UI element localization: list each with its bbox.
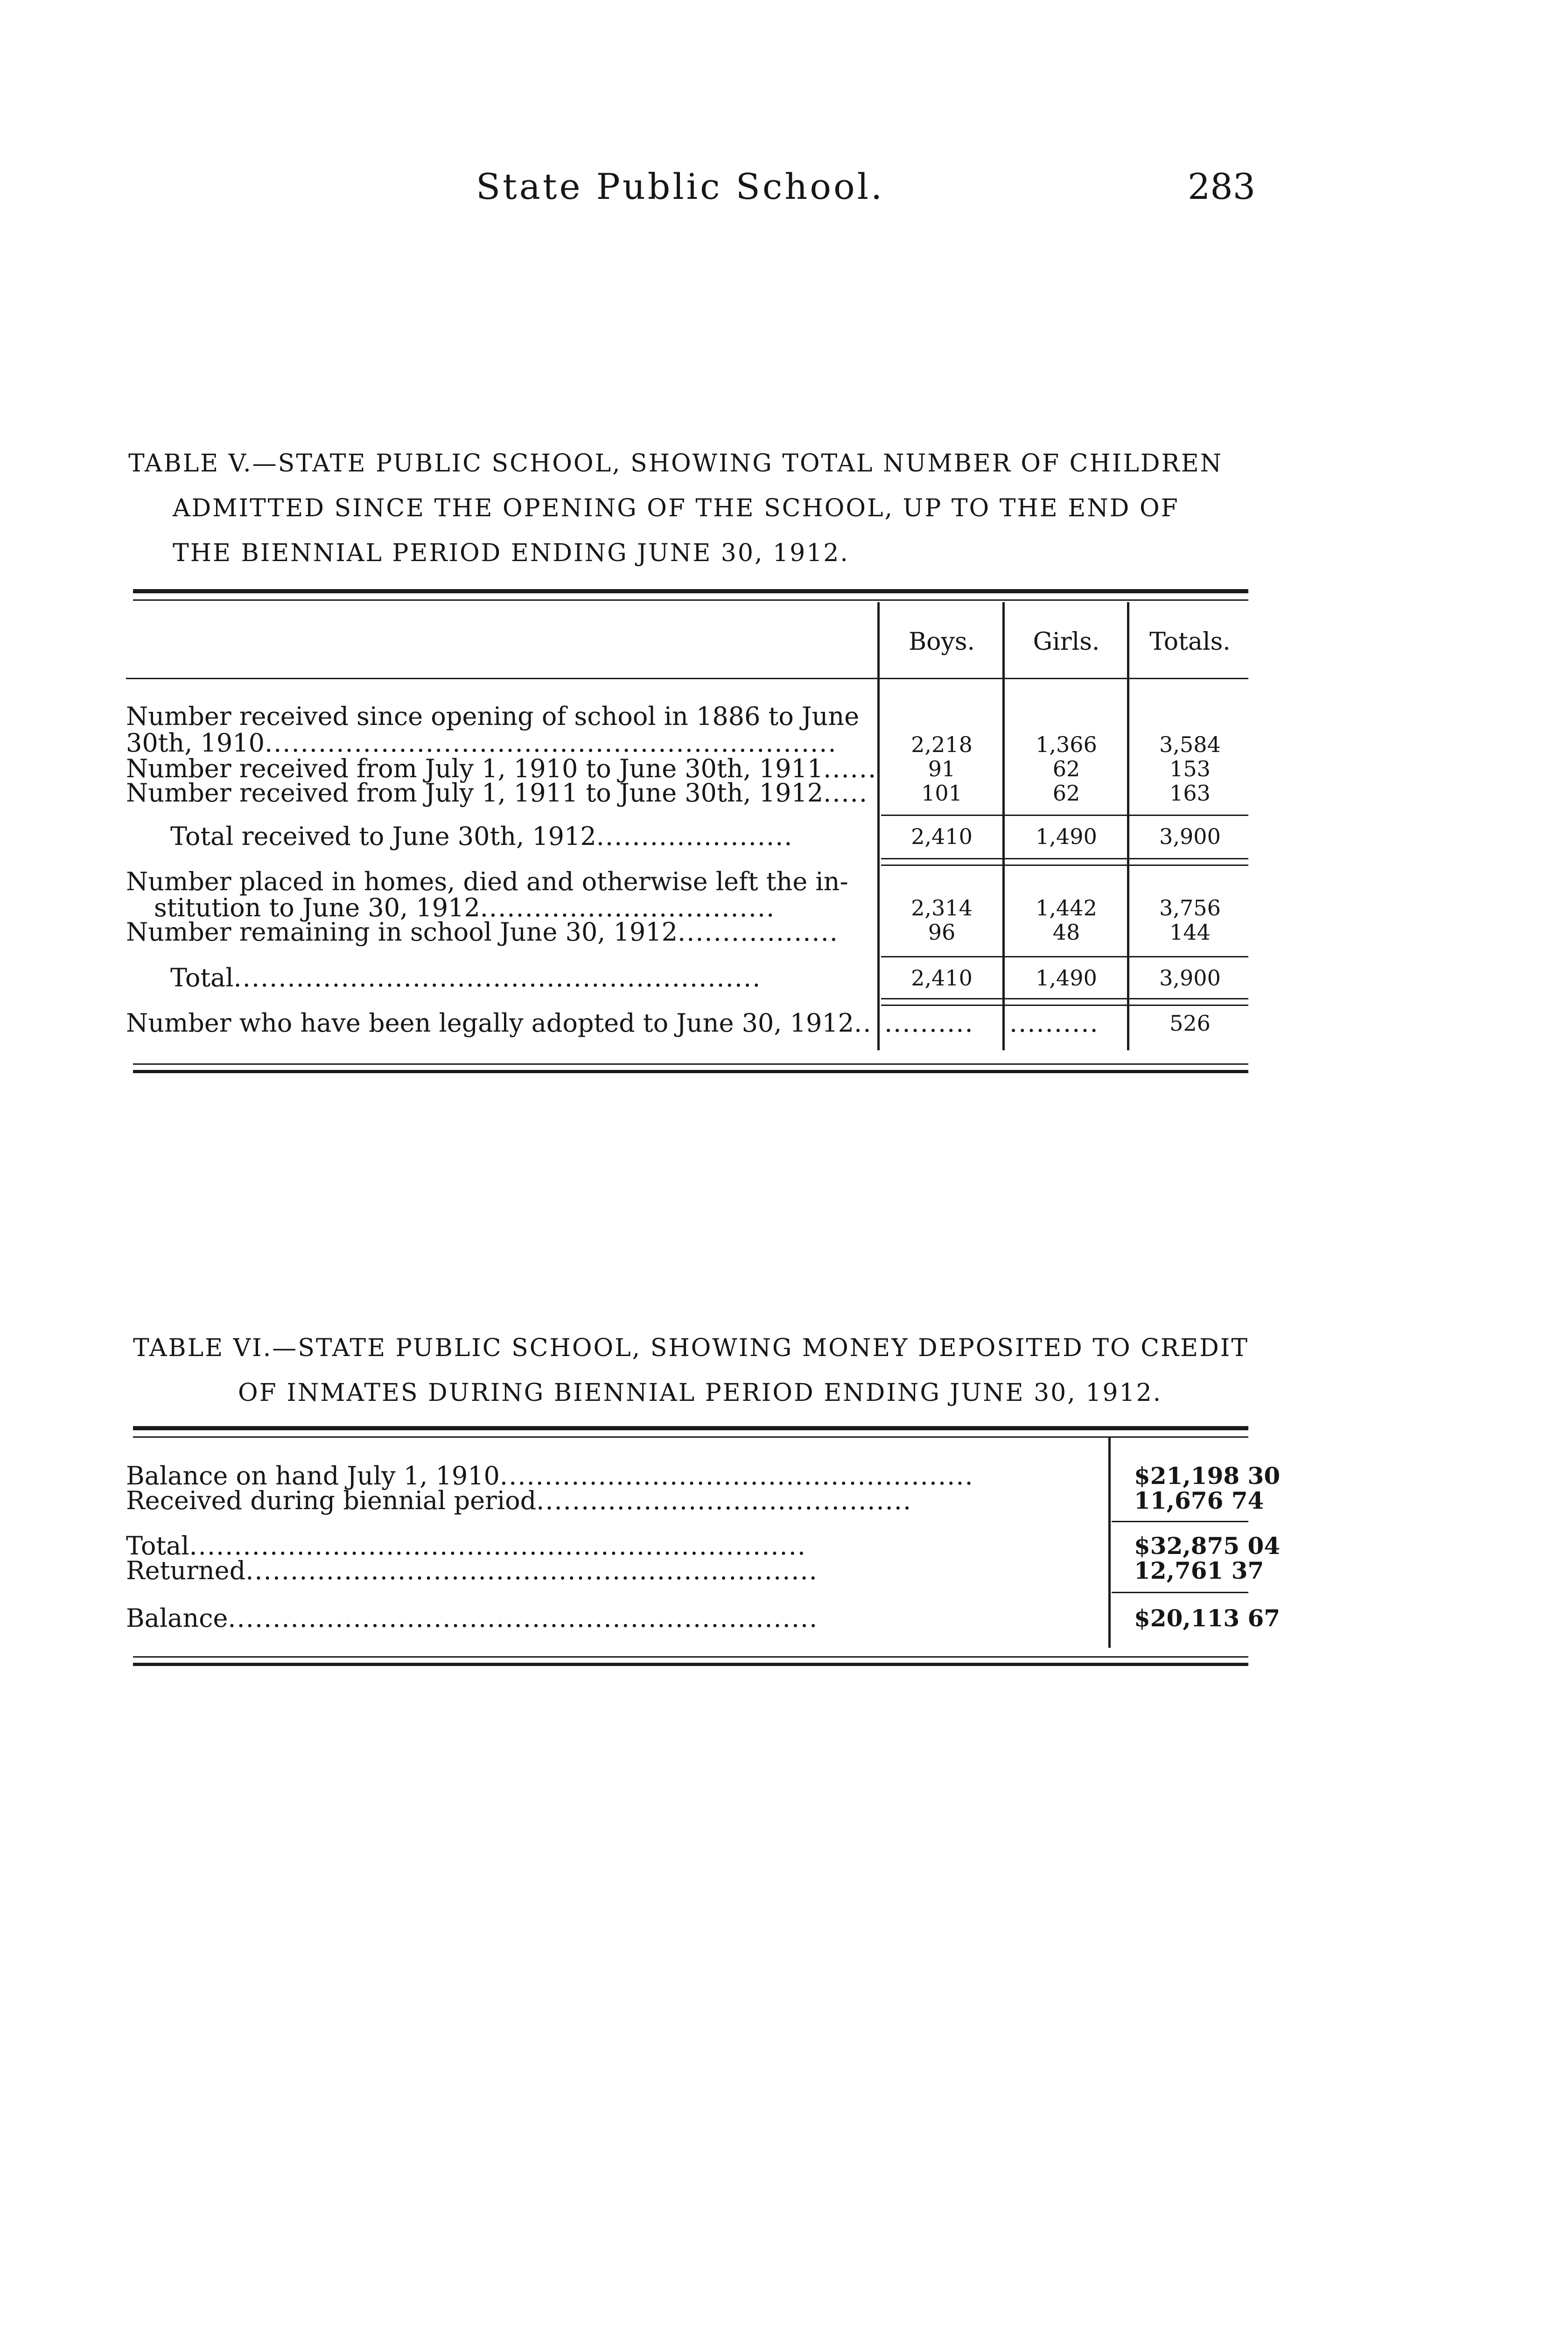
table6-cell-amount: $20,113 67 <box>1134 1604 1281 1632</box>
table5-header-rule <box>126 678 1248 679</box>
table5-cell-totals: 153 <box>1169 756 1211 781</box>
table5-cell-totals: 163 <box>1169 780 1211 806</box>
table5-cell-totals: 3,900 <box>1159 965 1221 991</box>
table5-row-label: Total........................................................... <box>170 963 762 992</box>
table5-cell-boys: 91 <box>928 756 956 781</box>
col-header-girls: Girls. <box>1033 628 1100 656</box>
table5-cell-girls: 1,490 <box>1036 965 1097 991</box>
table5-col-sep-1 <box>877 602 880 1050</box>
table5-caption-line3: THE BIENNIAL PERIOD ENDING JUNE 30, 1912. <box>173 539 849 567</box>
table5-cell-boys-empty: .......... <box>884 1008 974 1038</box>
table5-row-label-cont: stitution to June 30, 1912................................. <box>154 893 776 922</box>
running-title: State Public School. <box>476 166 885 207</box>
page-number: 283 <box>1188 166 1256 207</box>
table5-row-label: Number received from July 1, 1910 to June 30th, 1911...... <box>126 754 877 783</box>
table5-bottom-rule-thin <box>133 1063 1248 1065</box>
table5-row-label: Number remaining in school June 30, 1912.................. <box>126 917 839 947</box>
table6-caption-line1: TABLE VI.—STATE PUBLIC SCHOOL, SHOWING MONEY DEPOSITED TO CREDIT <box>133 1334 1249 1362</box>
table5-total-double-rule <box>881 1005 1248 1006</box>
table5-subtotal-rule <box>881 815 1248 816</box>
table6-row-label: Returned................................................................ <box>126 1556 818 1585</box>
table6-row-label: Total..................................................................... <box>126 1531 806 1561</box>
table5-row-label: Number received from July 1, 1911 to June 30th, 1912..... <box>126 778 868 808</box>
table5-top-rule-thin <box>133 599 1248 601</box>
table5-cell-girls-empty: .......... <box>1009 1008 1099 1038</box>
table5-cell-totals: 3,756 <box>1159 895 1221 921</box>
table6-top-rule-thin <box>133 1436 1248 1438</box>
table5-subtotal-double-rule <box>881 858 1248 859</box>
table6-caption <box>133 1326 1249 1415</box>
table5-row-label: Number who have been legally adopted to June 30, 1912.. <box>126 1008 872 1038</box>
table5-total-double-rule <box>881 998 1248 999</box>
table6-top-rule-thick <box>133 1426 1248 1430</box>
table5-cell-boys: 2,410 <box>911 965 973 991</box>
table5-row-label: Total received to June 30th, 1912...................... <box>170 822 793 851</box>
table6-bottom-rule-thin <box>133 1656 1248 1658</box>
table5-cell-girls: 1,442 <box>1036 895 1097 921</box>
table5-subtotal-double-rule <box>881 865 1248 866</box>
table5-cell-boys: 2,218 <box>911 732 973 757</box>
table5-cell-boys: 101 <box>921 780 962 806</box>
col-header-totals: Totals. <box>1149 628 1231 656</box>
table5-col-sep-2 <box>1002 602 1005 1050</box>
table6-subtotal-rule <box>1112 1521 1248 1522</box>
table5-bottom-rule-thick <box>133 1070 1248 1073</box>
table6-row-label: Received during biennial period.......................................... <box>126 1486 912 1515</box>
table5-cell-girls: 62 <box>1052 780 1080 806</box>
table5-top-rule-thick <box>133 589 1248 593</box>
table5-caption <box>128 441 1223 576</box>
table5-cell-totals: 526 <box>1169 1011 1211 1036</box>
table6-caption-line2: OF INMATES DURING BIENNIAL PERIOD ENDING JUNE 30, 1912. <box>238 1379 1162 1407</box>
table5-cell-totals: 144 <box>1169 920 1211 945</box>
table5-cell-totals: 3,900 <box>1159 824 1221 849</box>
table6-cell-amount: $32,875 04 <box>1134 1532 1281 1560</box>
col-header-boys: Boys. <box>908 628 975 656</box>
table6-row-label: Balance on hand July 1, 1910..................................................... <box>126 1461 974 1490</box>
table6-bottom-rule-thick <box>133 1663 1248 1666</box>
table5-cell-girls: 48 <box>1052 920 1080 945</box>
table6-row-label: Balance.................................................................. <box>126 1603 819 1633</box>
table5-col-sep-3 <box>1127 602 1129 1050</box>
table5-cell-girls: 1,366 <box>1036 732 1097 757</box>
table5-caption-line2: ADMITTED SINCE THE OPENING OF THE SCHOOL, UP TO THE END OF <box>173 494 1179 522</box>
table6-cell-amount: 11,676 74 <box>1134 1487 1264 1514</box>
table5-cell-boys: 2,314 <box>911 895 973 921</box>
table6-cell-amount: $21,198 30 <box>1134 1462 1281 1490</box>
table5-cell-boys: 2,410 <box>911 824 973 849</box>
table5-cell-girls: 62 <box>1052 756 1080 781</box>
table5-row-label: Number received since opening of school in 1886 to June <box>126 702 860 731</box>
table6-cell-amount: 12,761 37 <box>1134 1557 1264 1584</box>
table6-col-sep <box>1108 1438 1111 1648</box>
table6-balance-rule <box>1112 1592 1248 1593</box>
table5-caption-line1: TABLE V.—STATE PUBLIC SCHOOL, SHOWING TOTAL NUMBER OF CHILDREN <box>128 450 1223 478</box>
table5-total-rule <box>881 956 1248 957</box>
table5-row-label: Number placed in homes, died and otherwise left the in- <box>126 867 848 896</box>
table5-cell-girls: 1,490 <box>1036 824 1097 849</box>
table5-cell-totals: 3,584 <box>1159 732 1221 757</box>
table5-cell-boys: 96 <box>928 920 956 945</box>
table5-row-label-cont: 30th, 1910................................................................ <box>126 728 837 758</box>
